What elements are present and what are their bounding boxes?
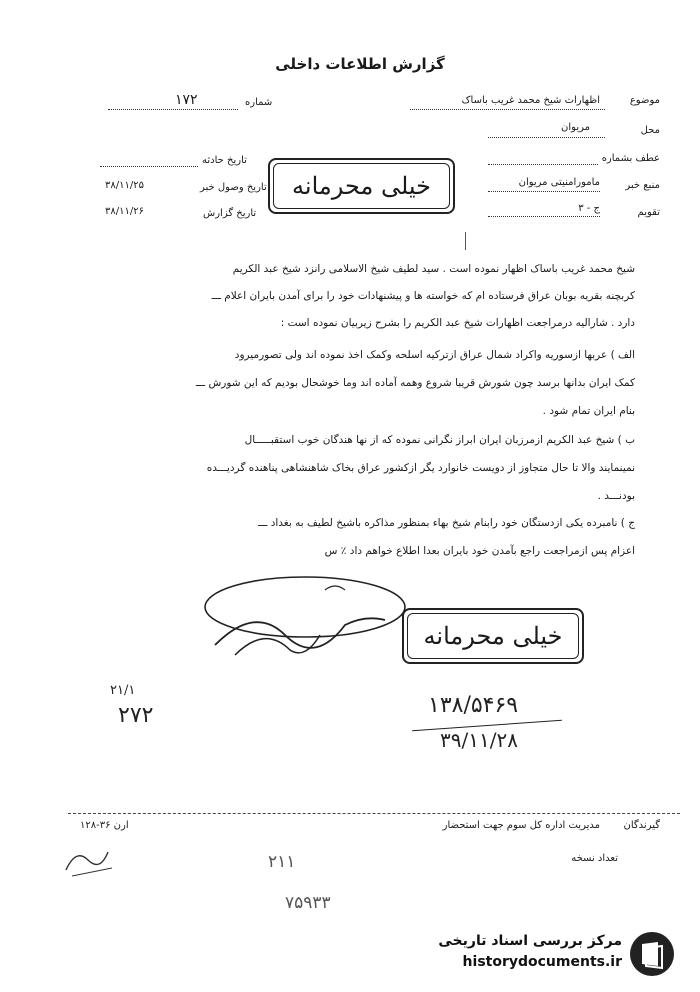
- place-line: [488, 136, 605, 138]
- paragraph-intro: [212, 262, 635, 330]
- paragraph-be: [207, 433, 635, 503]
- divider-mark: [465, 232, 466, 250]
- body-line: اعزام پس ازمراجعت راجع بآمدن خود بایران بعدا اطلاع خواهم داد ٪ س: [324, 545, 635, 557]
- number-label: شماره: [245, 97, 273, 108]
- body-line: الف ) عربها ازسوریه واکراد شمال عراق ازترکیه اسلحه وکمک اخذ نموده اند ولی تصورمیرود: [234, 349, 635, 361]
- body-line: بودنـــد .: [597, 490, 635, 502]
- copies-label: تعداد نسخه: [571, 853, 618, 864]
- body-line: بنام ایران تمام شود .: [542, 405, 635, 417]
- recipients-value: مدیریت اداره کل سوم جهت استحضار: [442, 820, 600, 831]
- body-line: کمک ایران بدانها برسد چون شورش قریبا شروع وهمه آماده اند وما خوشحال بودیم که این شورش ـــ: [195, 377, 635, 389]
- body-line: شیخ محمد غریب باساک اظهار نموده است . سید لطیف شیخ الاسلامی رانزد شیخ عبد الکریم: [232, 263, 635, 275]
- report-date-label: تاریخ گزارش: [203, 208, 257, 219]
- footer-number-1: ۲۱۱: [268, 852, 296, 872]
- classification-stamp-bottom: [402, 608, 584, 664]
- subject-value: اظهارات شیخ محمد غریب باساک: [461, 95, 600, 106]
- handwritten-scribble: [62, 840, 122, 880]
- report-date-value: ۳۸/۱۱/۲۶: [105, 206, 144, 217]
- rating-line: [488, 215, 600, 217]
- footer-number-2: ۷۵۹۳۳: [285, 893, 331, 913]
- body-line: ب ) شیخ عبد الکریم ازمرزبان ایران ابراز نگرانی نموده که از نها هندگان خوب استقبـــــال: [244, 434, 635, 446]
- body-line: ج ) نامبرده یکی ازدستگان خود رابنام شیخ بهاء بمنظور مذاکره باشیخ لطیف به بغداد ـــ: [258, 517, 635, 529]
- signature-graphic: [195, 565, 415, 665]
- paragraph-jim: [258, 516, 635, 558]
- event-date-line: [100, 165, 198, 167]
- rating-value: ج - ۳: [578, 203, 600, 214]
- watermark-name: مرکز بررسی اسناد تاریخی: [438, 933, 622, 949]
- body-line: دارد . شارالیه درمراجعت اظهارات شیخ عبد الکریم را بشرح زیربیان نموده است :: [280, 317, 635, 329]
- handwritten-margin-note: ۲۷۲: [118, 703, 154, 728]
- handwritten-margin-small: ۲۱/۱: [110, 683, 136, 698]
- received-date-value: ۳۸/۱۱/۲۵: [105, 180, 144, 191]
- stamp-top-text: خیلی محرمانه: [273, 163, 450, 209]
- received-date-label: تاریخ وصول خبر: [200, 182, 267, 193]
- classification-stamp-top: [268, 158, 455, 214]
- ref-line: [488, 163, 598, 165]
- handwritten-date: ۳۹/۱۱/۲۸: [440, 728, 518, 752]
- document-center-logo-icon: [628, 930, 676, 978]
- number-line: [108, 108, 238, 110]
- stamp-bottom-text: خیلی محرمانه: [407, 613, 579, 659]
- subject-label: موضوع: [629, 95, 660, 106]
- source-line: [488, 190, 600, 192]
- number-value: ۱۷۲: [175, 92, 198, 108]
- watermark-url: historydocuments.ir: [462, 954, 622, 970]
- paragraph-alef: [196, 348, 635, 418]
- event-date-label: تاریخ حادثه: [202, 155, 247, 166]
- place-label: محل: [640, 125, 660, 136]
- ref-label: عطف بشماره: [601, 153, 660, 164]
- source-value: مامورامنیتی مریوان: [518, 177, 600, 188]
- footer-divider: [68, 813, 680, 814]
- recipients-label: گیرندگان: [623, 820, 660, 831]
- body-line: کربچنه بقریه بوبان عراق فرستاده ام که خواسته ها و پیشنهادات خود را برای آمدن بایران اعلام ـــ: [211, 290, 635, 302]
- source-label: منبع خبر: [625, 180, 660, 191]
- place-value: مریوان: [561, 122, 590, 133]
- body-line: نمینمایند والا تا حال متجاوز از دویست خانوارد یگر ازکشور عراق بخاک شاهنشاهی پناهنده گردیـــده: [206, 462, 635, 474]
- handwritten-number: ۱۳۸/۵۴۶۹: [428, 693, 519, 718]
- rating-label: تقویم: [637, 207, 660, 218]
- footer-code: ۱۲۸-۳۶ ارن: [80, 820, 129, 831]
- report-title: گزارش اطلاعات داخلی: [275, 55, 445, 73]
- subject-line: [410, 108, 605, 110]
